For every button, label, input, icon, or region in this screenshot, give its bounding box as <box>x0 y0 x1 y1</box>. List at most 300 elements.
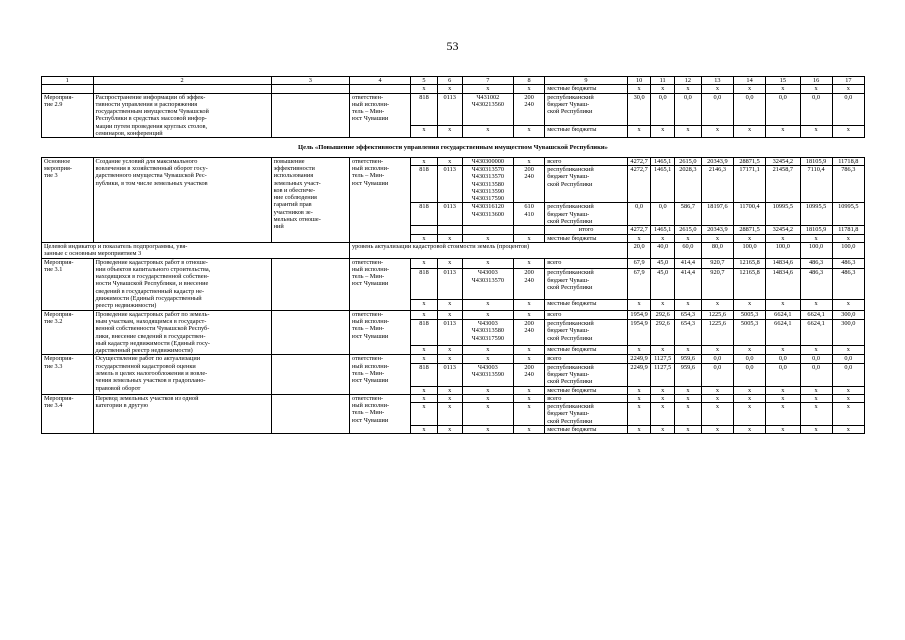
column-number: 16 <box>800 77 832 85</box>
m34-year-value: x <box>800 426 832 434</box>
m32-year-value: 1954,9 <box>627 320 651 346</box>
column-number: 14 <box>733 77 765 85</box>
column-number: 1 <box>42 77 94 85</box>
om3-responsible: ответствен- ный исполни- тель – Мин- юст Чувашии <box>349 157 410 242</box>
om3-year-value: x <box>627 234 651 242</box>
m29-year-value: x <box>701 126 733 138</box>
m32-year-value: x <box>766 345 800 354</box>
m33-kbk-section: 0113 <box>437 363 462 386</box>
m32-year-value: x <box>733 345 765 354</box>
m31-year-value: x <box>800 299 832 310</box>
m32-year-value: 292,6 <box>651 310 675 319</box>
m34-kbk-grbs: x <box>411 403 438 426</box>
m34-year-value: x <box>733 394 765 402</box>
m31-year-value: 45,0 <box>651 258 675 269</box>
budget-table <box>41 76 865 434</box>
indicator-value: 100,0 <box>733 242 765 258</box>
m31-funding-source: республиканский бюджет Чуваш- ской Республики <box>545 269 628 299</box>
m33-kbk-grbs: x <box>411 355 438 363</box>
m32-funding-source: всего <box>545 310 628 319</box>
m34-year-value: x <box>800 394 832 402</box>
m33-funding-source: республиканский бюджет Чуваш- ской Республики <box>545 363 628 386</box>
om3-row <box>42 157 865 165</box>
m34-year-value: x <box>832 394 864 402</box>
m31-year-value: 12165,8 <box>733 269 765 299</box>
m32-code: Мероприя- тие 3.2 <box>42 310 94 355</box>
continuation-row <box>42 85 865 93</box>
m32-year-value: 1954,9 <box>627 310 651 319</box>
m34-year-value: x <box>701 426 733 434</box>
m34-funding-source: местные бюджеты <box>545 426 628 434</box>
indicator-value: 100,0 <box>766 242 800 258</box>
om3-year-value: x <box>701 234 733 242</box>
m29-responsible: ответствен- ный исполни- тель – Мин- юст Чувашии <box>349 93 410 138</box>
om3-kbk-type: x <box>514 234 545 242</box>
om3-year-value: 1465,1 <box>651 226 675 234</box>
continuation-funding-source: местные бюджеты <box>545 85 628 93</box>
om3-year-value: 18105,9 <box>800 226 832 234</box>
m31-kbk-grbs: x <box>411 258 438 269</box>
m31-funding-source: местные бюджеты <box>545 299 628 310</box>
m33-funding-source: всего <box>545 355 628 363</box>
m32-year-value: x <box>651 345 675 354</box>
continuation-year-value: x <box>766 85 800 93</box>
m31-kbk-section: 0113 <box>437 269 462 299</box>
m32-year-value: 654,3 <box>674 320 701 346</box>
m29-row <box>42 93 865 126</box>
m34-name: Перевод земельных участков из одной категории в другую <box>93 394 271 433</box>
m34-kbk-grbs: x <box>411 426 438 434</box>
m33-year-value: x <box>674 386 701 394</box>
om3-kbk-grbs: 818 <box>411 203 438 226</box>
om3-year-value: 11718,8 <box>832 157 864 165</box>
om3-kbk-target: x <box>462 234 514 242</box>
column-number: 5 <box>411 77 438 85</box>
m33-kbk-target: x <box>462 386 514 394</box>
m29-kbk-grbs: x <box>411 126 438 138</box>
m34-kbk-section: x <box>437 426 462 434</box>
m34-funding-source: всего <box>545 394 628 402</box>
m29-year-value: 0,0 <box>674 93 701 126</box>
m33-kbk-target: Ч43003 Ч430313590 <box>462 363 514 386</box>
m29-task <box>271 93 349 138</box>
m32-kbk-section: x <box>437 345 462 354</box>
m31-kbk-section: x <box>437 258 462 269</box>
m34-year-value: x <box>766 426 800 434</box>
om3-year-value: x <box>733 234 765 242</box>
om3-kbk-section: 0113 <box>437 165 462 202</box>
m33-kbk-grbs: 818 <box>411 363 438 386</box>
m33-kbk-grbs: x <box>411 386 438 394</box>
continuation-kbk-target: x <box>462 85 514 93</box>
om3-year-value: 1465,1 <box>651 165 675 202</box>
indicator-value: 20,0 <box>627 242 651 258</box>
om3-year-value: 32454,2 <box>766 226 800 234</box>
m31-responsible: ответствен- ный исполни- тель – Мин- юст Чувашии <box>349 258 410 310</box>
m32-year-value: 300,0 <box>832 320 864 346</box>
m32-kbk-type: 200 240 <box>514 320 545 346</box>
m34-year-value: x <box>701 403 733 426</box>
column-number: 8 <box>514 77 545 85</box>
column-number: 9 <box>545 77 628 85</box>
m33-year-value: 0,0 <box>733 355 765 363</box>
m34-kbk-type: x <box>514 426 545 434</box>
m34-year-value: x <box>651 394 675 402</box>
m32-year-value: 5005,3 <box>733 320 765 346</box>
om3-kbk-target <box>462 226 514 234</box>
code-cell <box>42 85 94 93</box>
m31-task <box>271 258 349 310</box>
m29-kbk-target: Ч431002 Ч430213560 <box>462 93 514 126</box>
om3-kbk-grbs: x <box>411 157 438 165</box>
m34-funding-source: республиканский бюджет Чуваш- ской Республики <box>545 403 628 426</box>
m29-year-value: x <box>766 126 800 138</box>
om3-kbk-type: 200 240 <box>514 165 545 202</box>
resp-cell <box>349 85 410 93</box>
m31-year-value: x <box>651 299 675 310</box>
om3-year-value: 2028,3 <box>674 165 701 202</box>
m32-year-value: 300,0 <box>832 310 864 319</box>
m31-year-value: 14834,6 <box>766 258 800 269</box>
om3-funding-source: итого <box>545 226 628 234</box>
indicator-row <box>42 242 865 258</box>
om3-year-value: x <box>800 234 832 242</box>
m33-year-value: 0,0 <box>832 355 864 363</box>
m33-year-value: x <box>766 386 800 394</box>
m29-year-value: 0,0 <box>800 93 832 126</box>
m32-name: Проведение кадастровых работ по земель- ным участкам, находящимся в государст- венной собственности Чувашской Респуб- лики, внесение сведений в государствен- ный кадастр недвижимости (Единый госу- дарственный реестр недвижимости) <box>93 310 271 355</box>
task-cell <box>271 85 349 93</box>
om3-year-value: 2615,0 <box>674 226 701 234</box>
m34-year-value: x <box>674 394 701 402</box>
column-number: 17 <box>832 77 864 85</box>
m34-kbk-type: x <box>514 394 545 402</box>
m29-year-value: x <box>651 126 675 138</box>
m29-year-value: 0,0 <box>766 93 800 126</box>
om3-year-value: 2146,3 <box>701 165 733 202</box>
om3-year-value: x <box>766 234 800 242</box>
m29-kbk-section: x <box>437 126 462 138</box>
indicator-value: 40,0 <box>651 242 675 258</box>
column-number: 15 <box>766 77 800 85</box>
m31-year-value: 67,9 <box>627 258 651 269</box>
m33-year-value: 0,0 <box>832 363 864 386</box>
om3-year-value: 17171,1 <box>733 165 765 202</box>
om3-year-value: 20343,9 <box>701 226 733 234</box>
om3-year-value: 786,3 <box>832 165 864 202</box>
m33-name: Осуществление работ по актуализации государственной кадастровой оценки земель в целях налогообложения и вовле- чения земельных участков в градоплано- правовой оборот <box>93 355 271 394</box>
m31-year-value: 45,0 <box>651 269 675 299</box>
indicator-text: уровень актуализации кадастровой стоимости земель (процентов) <box>349 242 627 258</box>
indicator-value: 100,0 <box>800 242 832 258</box>
continuation-year-value: x <box>651 85 675 93</box>
m29-kbk-section: 0113 <box>437 93 462 126</box>
om3-task: повышение эффективности использования земельных участ- ков и обеспече- ние соблюдения гарантий прав участников зе- мельных отноше- ний <box>271 157 349 242</box>
om3-funding-source: местные бюджеты <box>545 234 628 242</box>
om3-year-value: 1465,1 <box>651 157 675 165</box>
om3-year-value: 7110,4 <box>800 165 832 202</box>
m33-code: Мероприя- тие 3.3 <box>42 355 94 394</box>
m31-kbk-target: x <box>462 258 514 269</box>
m31-year-value: 414,4 <box>674 269 701 299</box>
m32-year-value: x <box>674 345 701 354</box>
m34-year-value: x <box>800 403 832 426</box>
m29-kbk-target: x <box>462 126 514 138</box>
om3-year-value: 18197,6 <box>701 203 733 226</box>
om3-code: Основное мероприя- тие 3 <box>42 157 94 242</box>
m32-kbk-target: Ч43003 Ч430313580 Ч430317590 <box>462 320 514 346</box>
m34-kbk-target: x <box>462 403 514 426</box>
m32-kbk-grbs: 818 <box>411 320 438 346</box>
om3-kbk-section: x <box>437 157 462 165</box>
continuation-kbk-type: x <box>514 85 545 93</box>
m34-row <box>42 394 865 402</box>
m31-year-value: 920,7 <box>701 269 733 299</box>
m32-funding-source: республиканский бюджет Чуваш- ской Республики <box>545 320 628 346</box>
m33-year-value: 959,6 <box>674 363 701 386</box>
m29-code: Мероприя- тие 2.9 <box>42 93 94 138</box>
m34-code: Мероприя- тие 3.4 <box>42 394 94 433</box>
m33-year-value: x <box>733 386 765 394</box>
m33-kbk-section: x <box>437 355 462 363</box>
continuation-year-value: x <box>832 85 864 93</box>
m29-name: Распространение информации об эффек- тивности управления и распоряжения государственным имуществом Чувашской Республики в средствах массовой инфор- мации путем проведения круглых столов, семинаров, конференций <box>93 93 271 138</box>
m33-year-value: 0,0 <box>800 363 832 386</box>
m31-kbk-grbs: x <box>411 299 438 310</box>
om3-year-value: 586,7 <box>674 203 701 226</box>
om3-year-value: 11700,4 <box>733 203 765 226</box>
m29-year-value: 0,0 <box>733 93 765 126</box>
m29-kbk-grbs: 818 <box>411 93 438 126</box>
m31-code: Мероприя- тие 3.1 <box>42 258 94 310</box>
m29-funding-source: республиканский бюджет Чуваш- ской Республики <box>545 93 628 126</box>
m31-year-value: 486,3 <box>832 258 864 269</box>
m34-year-value: x <box>733 426 765 434</box>
continuation-year-value: x <box>701 85 733 93</box>
m33-year-value: 1127,5 <box>651 363 675 386</box>
m34-year-value: x <box>701 394 733 402</box>
continuation-kbk-section: x <box>437 85 462 93</box>
m32-year-value: x <box>800 345 832 354</box>
m31-year-value: 486,3 <box>832 269 864 299</box>
om3-year-value: 4272,7 <box>627 226 651 234</box>
m34-kbk-target: x <box>462 394 514 402</box>
indicator-label: Целевой индикатор и показатель подпрограммы, увя- занные с основным мероприятием 3 <box>42 242 350 258</box>
om3-year-value: 28871,5 <box>733 157 765 165</box>
om3-kbk-grbs: x <box>411 234 438 242</box>
m32-task <box>271 310 349 355</box>
m33-kbk-type: x <box>514 386 545 394</box>
m34-year-value: x <box>674 403 701 426</box>
m33-task <box>271 355 349 394</box>
column-number: 2 <box>93 77 271 85</box>
m32-kbk-target: x <box>462 310 514 319</box>
m31-kbk-type: x <box>514 258 545 269</box>
m29-year-value: 0,0 <box>832 93 864 126</box>
m32-kbk-target: x <box>462 345 514 354</box>
om3-year-value: 0,0 <box>651 203 675 226</box>
m33-year-value: 0,0 <box>701 355 733 363</box>
om3-funding-source: республиканский бюджет Чуваш- ской Республики <box>545 165 628 202</box>
m33-kbk-type: x <box>514 355 545 363</box>
m32-year-value: x <box>832 345 864 354</box>
m33-year-value: x <box>832 386 864 394</box>
m33-funding-source: местные бюджеты <box>545 386 628 394</box>
column-number: 7 <box>462 77 514 85</box>
m32-year-value: 6624,1 <box>800 320 832 346</box>
om3-kbk-grbs <box>411 226 438 234</box>
m32-funding-source: местные бюджеты <box>545 345 628 354</box>
indicator-value: 80,0 <box>701 242 733 258</box>
om3-funding-source: всего <box>545 157 628 165</box>
column-number: 13 <box>701 77 733 85</box>
om3-year-value: 2615,0 <box>674 157 701 165</box>
m31-kbk-section: x <box>437 299 462 310</box>
m34-year-value: x <box>627 426 651 434</box>
m29-year-value: x <box>627 126 651 138</box>
m33-kbk-section: x <box>437 386 462 394</box>
om3-kbk-section: x <box>437 234 462 242</box>
om3-year-value: 18105,9 <box>800 157 832 165</box>
m33-year-value: 0,0 <box>800 355 832 363</box>
m33-year-value: 2249,9 <box>627 363 651 386</box>
om3-kbk-target: Ч430316120 Ч430313600 <box>462 203 514 226</box>
continuation-year-value: x <box>733 85 765 93</box>
m33-year-value: 0,0 <box>766 363 800 386</box>
m31-year-value: 67,9 <box>627 269 651 299</box>
m34-year-value: x <box>627 403 651 426</box>
om3-kbk-type: 610 410 <box>514 203 545 226</box>
m31-year-value: 414,4 <box>674 258 701 269</box>
m33-year-value: x <box>627 386 651 394</box>
om3-kbk-grbs: 818 <box>411 165 438 202</box>
m31-year-value: 12165,8 <box>733 258 765 269</box>
m31-year-value: x <box>832 299 864 310</box>
m33-kbk-type: 200 240 <box>514 363 545 386</box>
m32-row <box>42 310 865 319</box>
m29-year-value: x <box>674 126 701 138</box>
m34-kbk-grbs: x <box>411 394 438 402</box>
m34-kbk-section: x <box>437 403 462 426</box>
m33-kbk-target: x <box>462 355 514 363</box>
om3-year-value: x <box>832 234 864 242</box>
column-number: 12 <box>674 77 701 85</box>
m32-year-value: 6624,1 <box>766 310 800 319</box>
m32-year-value: 6624,1 <box>766 320 800 346</box>
goal-row <box>42 138 865 157</box>
m31-year-value: 14834,6 <box>766 269 800 299</box>
m29-year-value: x <box>800 126 832 138</box>
m33-year-value: x <box>800 386 832 394</box>
m34-task <box>271 394 349 433</box>
m31-year-value: 920,7 <box>701 258 733 269</box>
m34-year-value: x <box>766 403 800 426</box>
header-row <box>42 77 865 85</box>
m29-year-value: 30,0 <box>627 93 651 126</box>
m34-year-value: x <box>674 426 701 434</box>
m32-year-value: 654,3 <box>674 310 701 319</box>
column-number: 4 <box>349 77 410 85</box>
m31-name: Проведение кадастровых работ в отноше- нии объектов капитального строительства, находящихся в государственной собствен- ности Чувашской Республики, и внесение сведений в государственный кадастр не- движимости (Единый государственный реестр недвижимости) <box>93 258 271 310</box>
m32-kbk-grbs: x <box>411 345 438 354</box>
m33-year-value: x <box>701 386 733 394</box>
name-cell <box>93 85 271 93</box>
m32-year-value: 5005,3 <box>733 310 765 319</box>
column-number: 6 <box>437 77 462 85</box>
om3-year-value: 20343,9 <box>701 157 733 165</box>
m31-kbk-type: 200 240 <box>514 269 545 299</box>
m31-year-value: 486,3 <box>800 269 832 299</box>
m33-year-value: 0,0 <box>733 363 765 386</box>
m33-year-value: 2249,9 <box>627 355 651 363</box>
continuation-year-value: x <box>674 85 701 93</box>
indicator-value: 100,0 <box>832 242 864 258</box>
om3-year-value: 10995,5 <box>766 203 800 226</box>
m33-year-value: 959,6 <box>674 355 701 363</box>
om3-name: Создание условий для максимального вовлечения в хозяйственный оборот госу- дарственного имущества Чувашской Рес- публики, в том числе земельных участков <box>93 157 271 242</box>
m34-kbk-section: x <box>437 394 462 402</box>
m33-year-value: x <box>651 386 675 394</box>
om3-kbk-type: x <box>514 157 545 165</box>
m34-year-value: x <box>733 403 765 426</box>
m32-year-value: 1225,6 <box>701 320 733 346</box>
page-number: 53 <box>446 39 459 53</box>
m31-year-value: x <box>766 299 800 310</box>
m33-year-value: 0,0 <box>701 363 733 386</box>
m29-year-value: 0,0 <box>701 93 733 126</box>
m33-year-value: 1127,5 <box>651 355 675 363</box>
om3-year-value: 11781,8 <box>832 226 864 234</box>
m34-year-value: x <box>766 394 800 402</box>
m32-kbk-grbs: x <box>411 310 438 319</box>
m31-row <box>42 258 865 269</box>
om3-kbk-target: Ч430313570 Ч430313570 Ч430313580 Ч430313590 Ч430317590 <box>462 165 514 202</box>
m31-year-value: x <box>733 299 765 310</box>
m31-kbk-grbs: 818 <box>411 269 438 299</box>
m32-kbk-type: x <box>514 345 545 354</box>
m34-kbk-type: x <box>514 403 545 426</box>
column-number: 10 <box>627 77 651 85</box>
m29-year-value: 0,0 <box>651 93 675 126</box>
m29-funding-source: местные бюджеты <box>545 126 628 138</box>
m34-year-value: x <box>627 394 651 402</box>
m34-year-value: x <box>832 426 864 434</box>
m34-responsible: ответствен- ный исполни- тель – Мин- юст Чувашии <box>349 394 410 433</box>
om3-year-value: x <box>674 234 701 242</box>
continuation-year-value: x <box>800 85 832 93</box>
m31-funding-source: всего <box>545 258 628 269</box>
m32-year-value: 1225,6 <box>701 310 733 319</box>
om3-year-value: 4272,7 <box>627 165 651 202</box>
om3-year-value: x <box>651 234 675 242</box>
m34-year-value: x <box>832 403 864 426</box>
om3-year-value: 32454,2 <box>766 157 800 165</box>
m32-year-value: 292,6 <box>651 320 675 346</box>
m31-year-value: x <box>674 299 701 310</box>
om3-year-value: 0,0 <box>627 203 651 226</box>
om3-kbk-target: Ч430300000 <box>462 157 514 165</box>
m34-year-value: x <box>651 426 675 434</box>
om3-funding-source: республиканский бюджет Чуваш- ской Республики <box>545 203 628 226</box>
m32-kbk-section: x <box>437 310 462 319</box>
om3-kbk-section <box>437 226 462 234</box>
m32-year-value: 6624,1 <box>800 310 832 319</box>
m33-row <box>42 355 865 363</box>
m29-kbk-type: 200 240 <box>514 93 545 126</box>
m32-kbk-section: 0113 <box>437 320 462 346</box>
om3-year-value: 21458,7 <box>766 165 800 202</box>
om3-year-value: 4272,7 <box>627 157 651 165</box>
